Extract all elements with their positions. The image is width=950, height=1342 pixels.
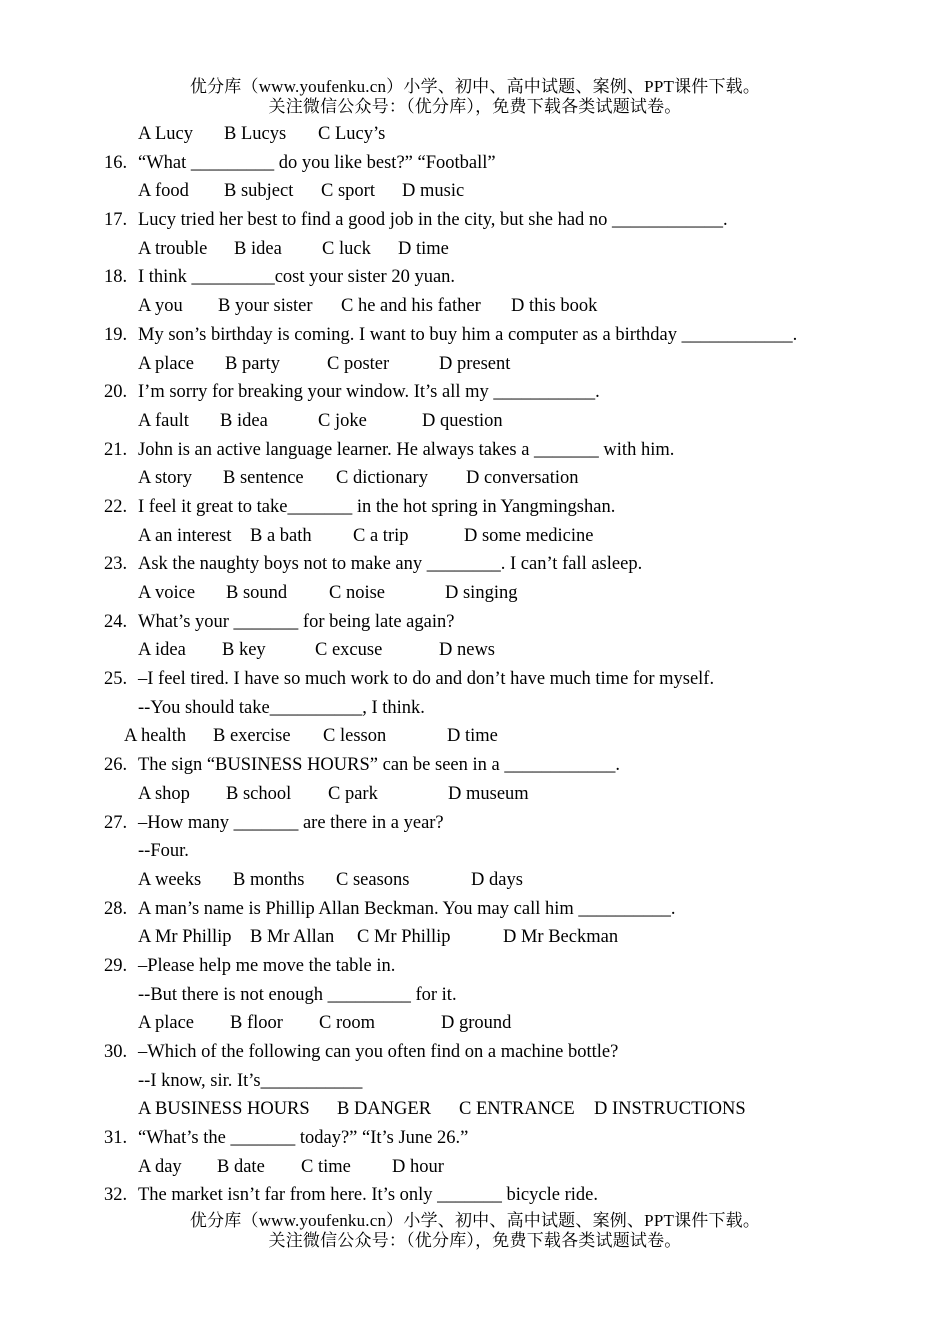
option-a: A day [138, 1156, 182, 1177]
option-a: A place [138, 1013, 194, 1034]
option-b: B subject [224, 181, 294, 202]
question-number: 17. [104, 210, 128, 231]
option-a: A voice [138, 583, 196, 603]
option-c: C Lucy’s [318, 124, 386, 144]
option-d: D hour [392, 1156, 444, 1177]
option-d: D INSTRUCTIONS [594, 1099, 746, 1120]
header-line-1: 优分库（www.youfenku.cn）小学、初中、高中试题、案例、PPT课件下载。 [189, 77, 761, 96]
question-text: I think _________cost your sister 20 yuan. [138, 267, 456, 288]
question-19 [0, 321, 950, 350]
option-b: B Lucys [224, 124, 287, 144]
question-23 [0, 550, 950, 579]
question-text: The sign “BUSINESS HOURS” can be seen in a ____________. [138, 755, 620, 776]
question-30 [0, 1038, 950, 1067]
option-a: A food [138, 181, 189, 202]
question-text-2: --But there is not enough _________ for it. [138, 984, 457, 1005]
option-a: A fault [138, 410, 189, 431]
question-23-options-row [0, 579, 950, 608]
option-c: C sport [321, 181, 375, 202]
question-22-options-row [0, 522, 950, 551]
question-number: 22. [104, 496, 128, 517]
option-c: C poster [327, 353, 390, 374]
option-b: B exercise [213, 726, 291, 747]
question-text: John is an active language learner. He always takes a _______ with him. [138, 439, 675, 460]
question-31 [0, 1124, 950, 1153]
option-b: B DANGER [337, 1099, 432, 1120]
question-26 [0, 751, 950, 780]
option-c: C he and his father [341, 296, 481, 317]
option-a: A story [138, 468, 192, 489]
option-b: B a bath [250, 525, 312, 546]
question-number: 19. [104, 324, 128, 345]
option-a: A BUSINESS HOURS [138, 1099, 310, 1120]
question-24 [0, 608, 950, 637]
option-c: C ENTRANCE [459, 1099, 575, 1120]
option-d: D singing [445, 583, 518, 603]
option-d: D ground [441, 1013, 512, 1034]
question-29 [0, 952, 950, 981]
option-d: D some medicine [464, 525, 594, 546]
option-c: C excuse [315, 640, 383, 661]
question-20-options-row [0, 407, 950, 436]
option-d: D museum [448, 783, 529, 804]
option-b: B date [217, 1156, 265, 1177]
question-number: 25. [104, 669, 128, 690]
question-number: 23. [104, 554, 128, 575]
option-c: C Mr Phillip [357, 927, 451, 948]
option-a: A weeks [138, 869, 202, 890]
option-a: A shop [138, 783, 190, 804]
option-c: C seasons [336, 869, 410, 890]
question-text: “What’s the _______ today?” “It’s June 26.” [138, 1128, 469, 1149]
question-28-options-row [0, 923, 950, 952]
question-number: 30. [104, 1042, 128, 1062]
footer-line-2: 关注微信公众号：（优分库），免费下载各类试题试卷。 [268, 1231, 682, 1250]
option-c: C time [301, 1156, 351, 1177]
option-d: D days [471, 869, 523, 890]
question-30-options-row [0, 1095, 950, 1124]
question-18-options-row [0, 292, 950, 321]
page-footer [0, 1211, 950, 1251]
question-number: 20. [104, 382, 128, 403]
option-d: D question [422, 410, 503, 431]
question-22 [0, 493, 950, 522]
option-b: B months [233, 869, 305, 890]
option-a: A an interest [138, 525, 232, 546]
option-d: D this book [511, 296, 598, 317]
option-d: D time [398, 238, 449, 259]
question-text: My son’s birthday is coming. I want to buy him a computer as a birthday ____________. [138, 324, 798, 345]
option-a: A Mr Phillip [138, 927, 232, 948]
option-c: C joke [318, 410, 367, 431]
question-24-options-row [0, 636, 950, 665]
question-21-options-row [0, 464, 950, 493]
question-number: 24. [104, 611, 128, 632]
option-b: B idea [234, 238, 282, 259]
question-25 [0, 665, 950, 694]
option-b: B Mr Allan [250, 927, 335, 948]
option-a: A health [124, 726, 187, 747]
option-b: B your sister [218, 296, 313, 317]
option-c: C lesson [323, 726, 387, 747]
question-21 [0, 436, 950, 465]
option-b: B party [225, 353, 280, 374]
question-number: 21. [104, 439, 128, 460]
question-25-response [0, 694, 950, 723]
option-c: C room [319, 1013, 376, 1034]
option-b: B sentence [223, 468, 304, 489]
question-text-2: --I know, sir. It’s___________ [138, 1070, 363, 1091]
option-b: B floor [230, 1013, 283, 1034]
option-a: A idea [138, 640, 186, 661]
option-d: D Mr Beckman [503, 927, 619, 948]
question-list [0, 120, 950, 1210]
question-text: “What _________ do you like best?” “Football” [138, 152, 496, 173]
question-text-2: --Four. [138, 841, 189, 862]
question-31-options-row [0, 1153, 950, 1182]
option-b: B school [226, 783, 292, 804]
question-text: Ask the naughty boys not to make any ________. I can’t fall asleep. [138, 554, 643, 575]
question-27-options-row [0, 866, 950, 895]
question-text: Lucy tried her best to find a good job in the city, but she had no ____________. [138, 210, 728, 231]
question-20 [0, 378, 950, 407]
question-17 [0, 206, 950, 235]
question-text: The market isn’t far from here. It’s only _______ bicycle ride. [138, 1185, 598, 1206]
option-d: D time [447, 726, 498, 747]
option-d: D conversation [466, 468, 579, 489]
question-number: 29. [104, 955, 128, 976]
question-28 [0, 895, 950, 924]
option-c: C park [328, 783, 378, 804]
question-number: 27. [104, 812, 128, 833]
question-27 [0, 809, 950, 838]
question-18 [0, 263, 950, 292]
question-number: 16. [104, 152, 128, 173]
option-b: B sound [226, 583, 288, 603]
question-16 [0, 149, 950, 178]
option-b: B idea [220, 410, 268, 431]
question-text: I feel it great to take_______ in the hot spring in Yangmingshan. [138, 496, 616, 517]
option-a: A Lucy [138, 124, 193, 144]
option-d: D news [439, 640, 496, 661]
question-text: I’m sorry for breaking your window. It’s all my ___________. [138, 382, 600, 403]
question-text-2: --You should take__________, I think. [138, 697, 425, 718]
header-line-2: 关注微信公众号：（优分库），免费下载各类试题试卷。 [268, 97, 682, 116]
question-25-options-row [0, 722, 950, 751]
question-19-options-row [0, 350, 950, 379]
question-32 [0, 1181, 950, 1210]
option-c: C noise [329, 583, 386, 603]
question-number: 18. [104, 267, 128, 288]
option-c: C luck [322, 238, 371, 259]
question-text: –Please help me move the table in. [138, 955, 396, 976]
option-c: C dictionary [336, 468, 428, 489]
question-17-options-row [0, 235, 950, 264]
option-a: A trouble [138, 238, 208, 259]
question-26-options-row [0, 780, 950, 809]
question-15-options-row [0, 120, 950, 149]
question-number: 31. [104, 1128, 128, 1149]
question-number: 26. [104, 755, 128, 776]
question-number: 32. [104, 1185, 128, 1206]
question-number: 28. [104, 898, 128, 919]
question-30-response [0, 1067, 950, 1096]
option-b: B key [222, 640, 266, 661]
question-text: What’s your _______ for being late again? [138, 611, 455, 632]
question-text: –Which of the following can you often find on a machine bottle? [138, 1042, 619, 1062]
option-a: A you [138, 296, 183, 317]
option-d: D present [439, 353, 511, 374]
page-header [0, 77, 950, 117]
question-text: –How many _______ are there in a year? [138, 812, 444, 833]
option-d: D music [402, 181, 465, 202]
option-c: C a trip [353, 525, 409, 546]
question-29-response [0, 981, 950, 1010]
option-a: A place [138, 353, 194, 374]
question-27-response [0, 837, 950, 866]
question-29-options-row [0, 1009, 950, 1038]
question-text: –I feel tired. I have so much work to do and don’t have much time for myself. [138, 669, 715, 690]
footer-line-1: 优分库（www.youfenku.cn）小学、初中、高中试题、案例、PPT课件下载。 [189, 1211, 761, 1230]
question-16-options-row [0, 177, 950, 206]
question-text: A man’s name is Phillip Allan Beckman. You may call him __________. [138, 898, 676, 919]
